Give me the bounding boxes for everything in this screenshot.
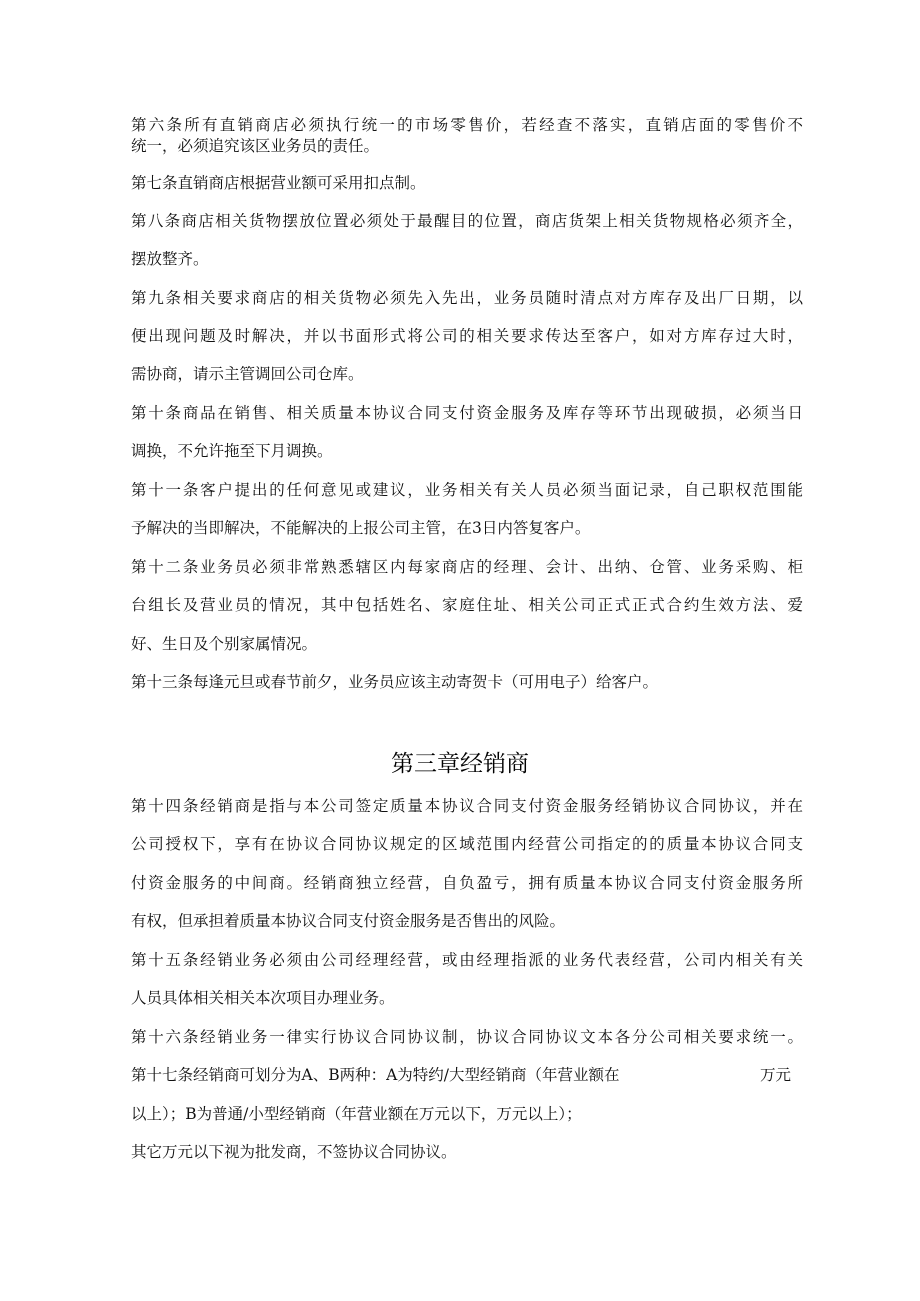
article-17-line-1 <box>131 1065 803 1085</box>
article-15-line-2: 人员具体相关相关本次项目办理业务。 <box>131 989 395 1007</box>
article-14-line-1: 第十四条经销商是指与本公司签定质量本协议合同支付资金服务经销协议合同协议，并在 <box>131 797 803 815</box>
article-11-line-2: 予解决的当即解决，不能解决的上报公司主管，在3日内答复客户。 <box>131 519 591 537</box>
article-15-line-1: 第十五条经销业务必须由公司经理经营，或由经理指派的业务代表经营，公司内相关有关 <box>131 951 803 969</box>
article-14-line-2: 公司授权下，享有在协议合同协议规定的区域范围内经营公司指定的的质量本协议合同支 <box>131 835 803 853</box>
article-14-line-4: 有权，但承担着质量本协议合同支付资金服务是否售出的风险。 <box>131 912 566 930</box>
chapter-title: 第三章经销商 <box>391 751 529 777</box>
article-14-line-3: 付资金服务的中间商。经销商独立经营，自负盈亏，拥有质量本协议合同支付资金服务所 <box>131 874 803 892</box>
article-17-line-1-text: 第十七条经销商可划分为A、B两种：A为特约/大型经销商（年营业额在 <box>131 1066 620 1084</box>
article-9-line-3: 需协商，请示主管调回公司仓库。 <box>131 365 364 383</box>
article-6-line-2: 统一，必须追究该区业务员的责任。 <box>131 137 380 155</box>
article-12-line-2: 台组长及营业员的情况，其中包括姓名、家庭住址、相关公司正式正式合约生效方法、爱 <box>131 596 803 614</box>
article-9-line-1: 第九条相关要求商店的相关货物必须先入先出，业务员随时清点对方库存及出厂日期，以 <box>131 289 803 307</box>
article-17-line-1-tail: 万元 <box>759 1066 791 1084</box>
article-16-line-1: 第十六条经销业务一律实行协议合同协议制，协议合同协议文本各分公司相关要求统一。 <box>131 1028 803 1046</box>
article-11-line-1: 第十一条客户提出的任何意见或建议，业务相关有关人员必须当面记录，自己职权范围能 <box>131 481 803 499</box>
article-8-line-1: 第八条商店相关货物摆放位置必须处于最醒目的位置，商店货架上相关货物规格必须齐全， <box>131 212 803 230</box>
article-7-line-1: 第七条直销商店根据营业额可采用扣点制。 <box>131 174 426 192</box>
article-6-line-1: 第六条所有直销商店必须执行统一的市场零售价，若经查不落实，直销店面的零售价不 <box>131 116 803 134</box>
article-8-line-2: 摆放整齐。 <box>131 250 209 268</box>
article-10-line-1: 第十条商品在销售、相关质量本协议合同支付资金服务及库存等环节出现破损，必须当日 <box>131 404 803 422</box>
article-13-line-1: 第十三条每逢元旦或春节前夕，业务员应该主动寄贺卡（可用电子）给客户。 <box>131 673 659 691</box>
article-12-line-1: 第十二条业务员必须非常熟悉辖区内每家商店的经理、会计、出纳、仓管、业务采购、柜 <box>131 558 803 576</box>
article-12-line-3: 好、生日及个别家属情况。 <box>131 635 318 653</box>
article-9-line-2: 便出现问题及时解决，并以书面形式将公司的相关要求传达至客户，如对方库存过大时， <box>131 327 803 345</box>
article-17-line-2: 以上）；B为普通/小型经销商（年营业额在万元以下，万元以上）； <box>131 1105 582 1123</box>
article-other-line-1: 其它万元以下视为批发商，不签协议合同协议。 <box>131 1143 457 1161</box>
article-10-line-2: 调换，不允许拖至下月调换。 <box>131 442 333 460</box>
